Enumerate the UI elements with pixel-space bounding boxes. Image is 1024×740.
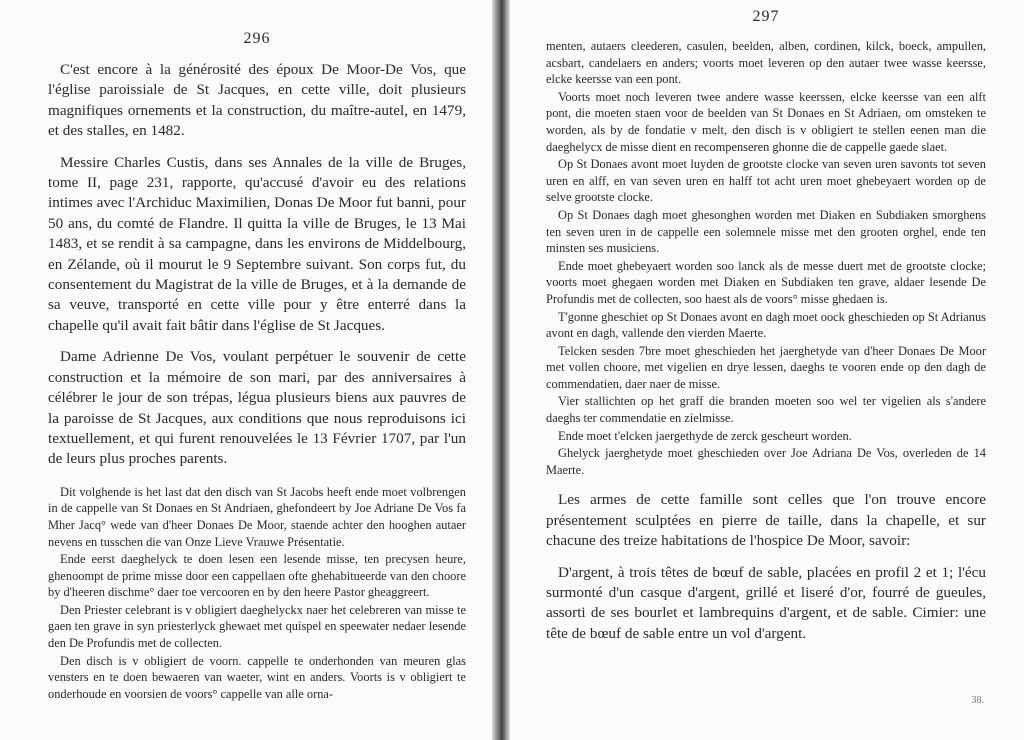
quoted-paragraph: T'gonne gheschiet op St Donaes avont en dagh moet oock gheschieden op St Adrianus avont en dagh, vallende den vierden Maerte. — [546, 309, 986, 341]
quoted-paragraph: Vier stallichten op het graff die branden moeten soo wel ter vigelien als s'andere daeghs ter commendatie en zielmisse. — [546, 394, 986, 426]
paragraph: Dame Adrienne De Vos, voulant perpétuer le souvenir de cette construction et la mémoire de son mari, par des anniversaires à célébrer le jour de son trépas, légua plusieurs biens aux pauvres de la paroisse de St Jacques, aux conditions que nous reproduisons ici textuellement, et qui furent renouvelées le 13 Février 1707, par l'un de leurs plus proches parents. — [48, 348, 466, 468]
quoted-paragraph: menten, autaers cleederen, casulen, beelden, alben, cordinen, kilck, boeck, ampullen, acsbart, candelaers en anders; voorts moet leveren op den autaer twee wasse keersse, elcke keersse van een pont. — [546, 39, 986, 87]
right-page — [510, 0, 1024, 740]
quoted-paragraph: Den disch is v obligiert de voorn. cappelle te onderhonden van meuren glas vensters en te doen bewaeren van waeter, wint en anders. Voorts is v obligiert te onderhoude en voorsien de voors° cappelle van alle orna- — [48, 653, 466, 701]
book-gutter — [492, 0, 510, 740]
quoted-paragraph: Op St Donaes dagh moet ghesonghen worden met Diaken en Subdiaken smorghens ten seven uren in de cappelle een solemnele misse met den grooten orghel, ende ten minsten ses musiciens. — [546, 207, 986, 256]
page-number: 297 — [752, 8, 780, 25]
paragraph: C'est encore à la générosité des époux De Moor-De Vos, que l'église paroissiale de St Jacques, en cette ville, doit plusieurs magnifiques ornements et la construction, du maître-autel, en 1479, et des stalles, en 1482. — [48, 61, 466, 140]
quoted-paragraph: Den Priester celebrant is v obligiert daeghelyckx naer het celebreren van misse te gaen ten grave in syn priesterlyck ghewaet met quispel en speewater nedaer lesende den De Profundis met de collecten. — [48, 602, 466, 651]
paragraph: Les armes de cette famille sont celles que l'on trouve encore présentement sculptées en pierre de taille, dans la chapelle, et sur chacune des treize habitations de l'hospice De Moor, savoir: — [546, 491, 986, 550]
paragraph: D'argent, à trois têtes de bœuf de sable, placées en profil 2 et 1; l'écu surmonté d'un casque d'argent, grillé et liseré d'or, fourré de gueules, assorti de ses bourlet et lambrequins d'argent, et de sable. Cimier: une tête de bœuf de sable entre un vol d'argent. — [546, 563, 986, 642]
quoted-paragraph: Telcken sesden 7bre moet gheschieden het jaerghetyde van d'heer Donaes De Moor met vollen choore, met vigelien en drye lessen, daeghs te vooren ende op den dagh de commendatien, daer naer de misse. — [546, 343, 986, 391]
page-number: 296 — [243, 30, 271, 47]
quoted-paragraph: Op St Donaes avont moet luyden de grootste clocke van seven uren savonts tot seven uren en alff, en van seven uren en halff tot acht uren moet ghebeyaert worden op de selve grootste clocke. — [546, 157, 986, 205]
quoted-paragraph: Voorts moet noch leveren twee andere wasse keerssen, elcke keersse van een alft pont, die moeten staen voor de beelden van St Donaes en St Adriaen, om omsteken te worden, als by de fondatie v melt, den disch is v obligiert te stellen eenen man die daeghelycx de misse dient en recompenseren ghonne die de cappelle gaede slaet. — [546, 89, 986, 154]
quoted-paragraph: Dit volghende is het last dat den disch van St Jacobs heeft ende moet volbrengen in de cappelle van St Donaes en St Andriaen, ghefondeert by Joe Adriane De Vos fa Mher Jacq° wede van d'heer Donaes De Moor, staende achter den hooghen autaer nevens en tusschen die van Onze Lieve Vrauwe Présentatie. — [48, 484, 466, 549]
quoted-paragraph: Ende moet t'elcken jaergethyde de zerck gescheurt worden. — [558, 428, 852, 443]
signature-mark: 38. — [971, 695, 984, 706]
left-page — [0, 0, 492, 740]
quoted-paragraph: Ende moet ghebeyaert worden soo lanck als de messe duert met de grootste clocke; voorts moet ghegaen worden met Diaken en Subdiaken ten grave, aldaer lesende De Profundis met de collecten, soo haest als de voors° misse ghedaen is. — [546, 258, 986, 306]
quoted-paragraph: Ghelyck jaerghetyde moet gheschieden over Joe Adriana De Vos, overleden de 14 Maerte. — [546, 446, 986, 477]
quoted-paragraph: Ende eerst daeghelyck te doen lesen een lesende misse, ten precysen heure, ghenoompt de prime misse door een cappellaen ofte ghehabitueerde van den choore by d'heeren dischme° daer toe vercooren en by den heere Pastor gheaggreert. — [48, 552, 466, 600]
paragraph: Messire Charles Custis, dans ses Annales de la ville de Bruges, tome II, page 231, rapporte, qu'accusé d'avoir eu des relations intimes avec l'Archiduc Maximilien, Donas De Moor fut banni, pour 50 ans, du comté de Flandre. Il quitta la ville de Bruges, le 13 Mai 1483, et se rendit à sa campagne, dans les environs de Middelbourg, en Zélande, où il mourut le 9 Septembre suivant. Son corps fut, du consentement du Magistrat de la ville de Bruges, et à la demande de sa veuve, transporté en cette ville pour y être enterré dans la chapelle qu'il avait fait bâtir dans l'église de St Jacques. — [48, 153, 466, 334]
